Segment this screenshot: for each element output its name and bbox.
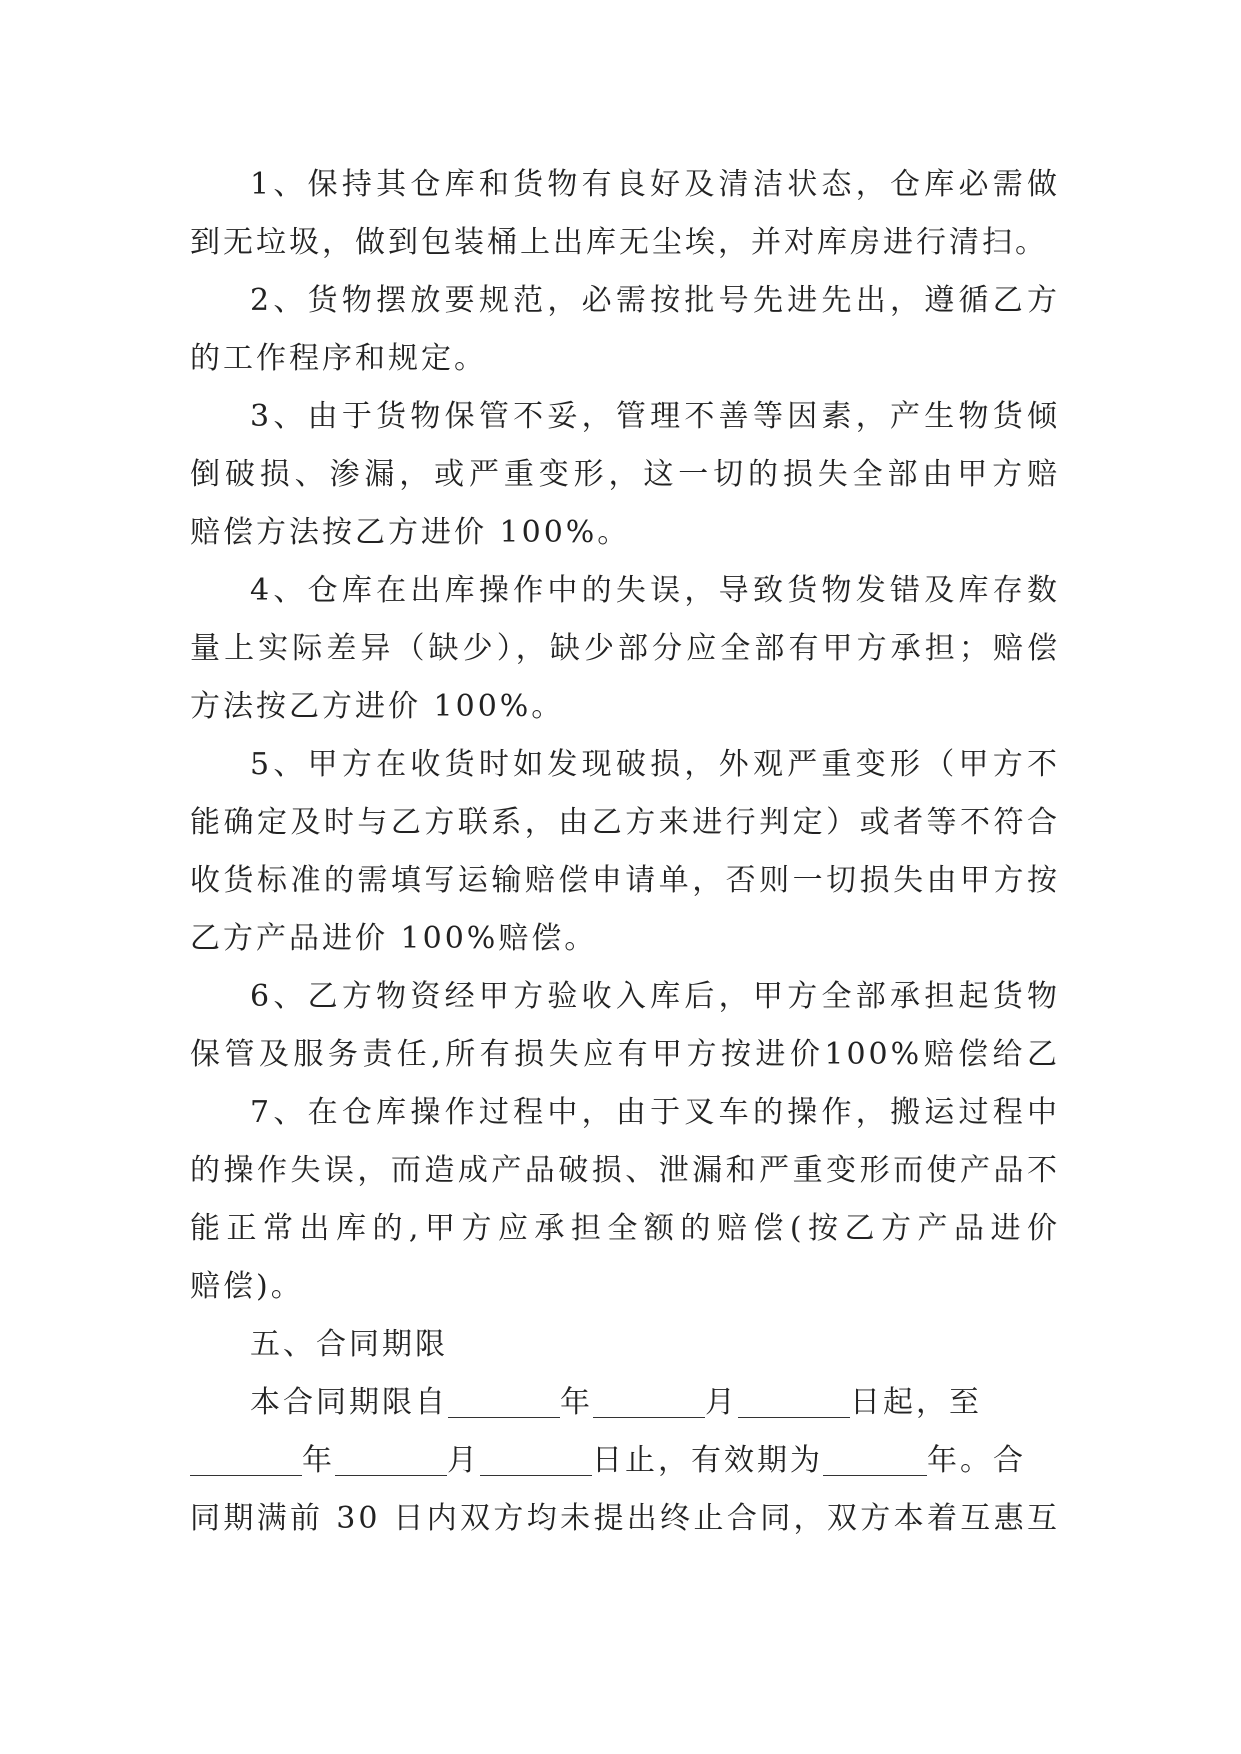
term-line-2 [190, 1432, 1060, 1490]
term-day-from-label: 日起，至 [850, 1385, 982, 1420]
term-line-3: 同期满前 30 日内双方均未提出终止合同，双方本着互惠互 [190, 1501, 1060, 1536]
paragraph-5-line-2: 能确定及时与乙方联系，由乙方来进行判定）或者等不符合 [190, 805, 1060, 840]
paragraph-1-line-1: 1、保持其仓库和货物有良好及清洁状态，仓库必需做 [250, 167, 1060, 202]
paragraph-5-line-1: 5、甲方在收货时如发现破损，外观严重变形（甲方不 [250, 747, 1060, 782]
paragraph-7-line-2: 的操作失误，而造成产品破损、泄漏和严重变形而使产品不 [190, 1153, 1060, 1188]
paragraph-6-line-2: 保管及服务责任,所有损失应有甲方按进价100%赔偿给乙 [190, 1037, 1060, 1072]
paragraph-7-line-4: 赔偿)。 [190, 1269, 304, 1304]
paragraph-3-line-2: 倒破损、渗漏，或严重变形，这一切的损失全部由甲方赔 [190, 457, 1060, 492]
term-line-1 [190, 1374, 1060, 1432]
paragraph-7-line-3: 能正常出库的,甲方应承担全额的赔偿(按乙方产品进价 [190, 1211, 1060, 1246]
blank-start-day [738, 1387, 850, 1418]
paragraph-2-line-1: 2、货物摆放要规范，必需按批号先进先出，遵循乙方 [250, 283, 1060, 318]
document-body [190, 156, 1060, 1548]
paragraph-3-line-1: 3、由于货物保管不妥，管理不善等因素，产生物货倾 [250, 399, 1060, 434]
blank-duration-years [823, 1445, 927, 1476]
term-year-label: 年 [560, 1385, 593, 1420]
term-month-label: 月 [705, 1385, 738, 1420]
paragraph-5-line-4: 乙方产品进价 100%赔偿。 [190, 921, 598, 956]
term-prefix: 本合同期限自 [250, 1385, 448, 1420]
term-day-until-label: 日止，有效期为 [592, 1443, 823, 1478]
blank-end-day [480, 1445, 592, 1476]
paragraph-4-line-2: 量上实际差异（缺少），缺少部分应全部有甲方承担；赔偿 [190, 631, 1060, 666]
blank-end-year [190, 1445, 302, 1476]
paragraph-7-line-1: 7、在仓库操作过程中，由于叉车的操作，搬运过程中 [250, 1095, 1060, 1130]
term-year2-label: 年 [302, 1443, 335, 1478]
paragraph-2-line-2: 的工作程序和规定。 [190, 341, 487, 376]
blank-start-month [593, 1387, 705, 1418]
paragraph-1-line-2: 到无垃圾，做到包装桶上出库无尘埃，并对库房进行清扫。 [190, 225, 1048, 260]
section-heading: 五、合同期限 [250, 1327, 448, 1362]
paragraph-4-line-3: 方法按乙方进价 100%。 [190, 689, 565, 724]
blank-end-month [335, 1445, 447, 1476]
term-month2-label: 月 [447, 1443, 480, 1478]
paragraph-3-line-3: 赔偿方法按乙方进价 100%。 [190, 515, 631, 550]
paragraph-5-line-3: 收货标准的需填写运输赔偿申请单，否则一切损失由甲方按 [190, 863, 1060, 898]
paragraph-6-line-1: 6、乙方物资经甲方验收入库后，甲方全部承担起货物 [250, 979, 1060, 1014]
paragraph-4-line-1: 4、仓库在出库操作中的失误，导致货物发错及库存数 [250, 573, 1060, 608]
term-year-end-label: 年。合 [927, 1443, 1026, 1478]
blank-start-year [448, 1387, 560, 1418]
